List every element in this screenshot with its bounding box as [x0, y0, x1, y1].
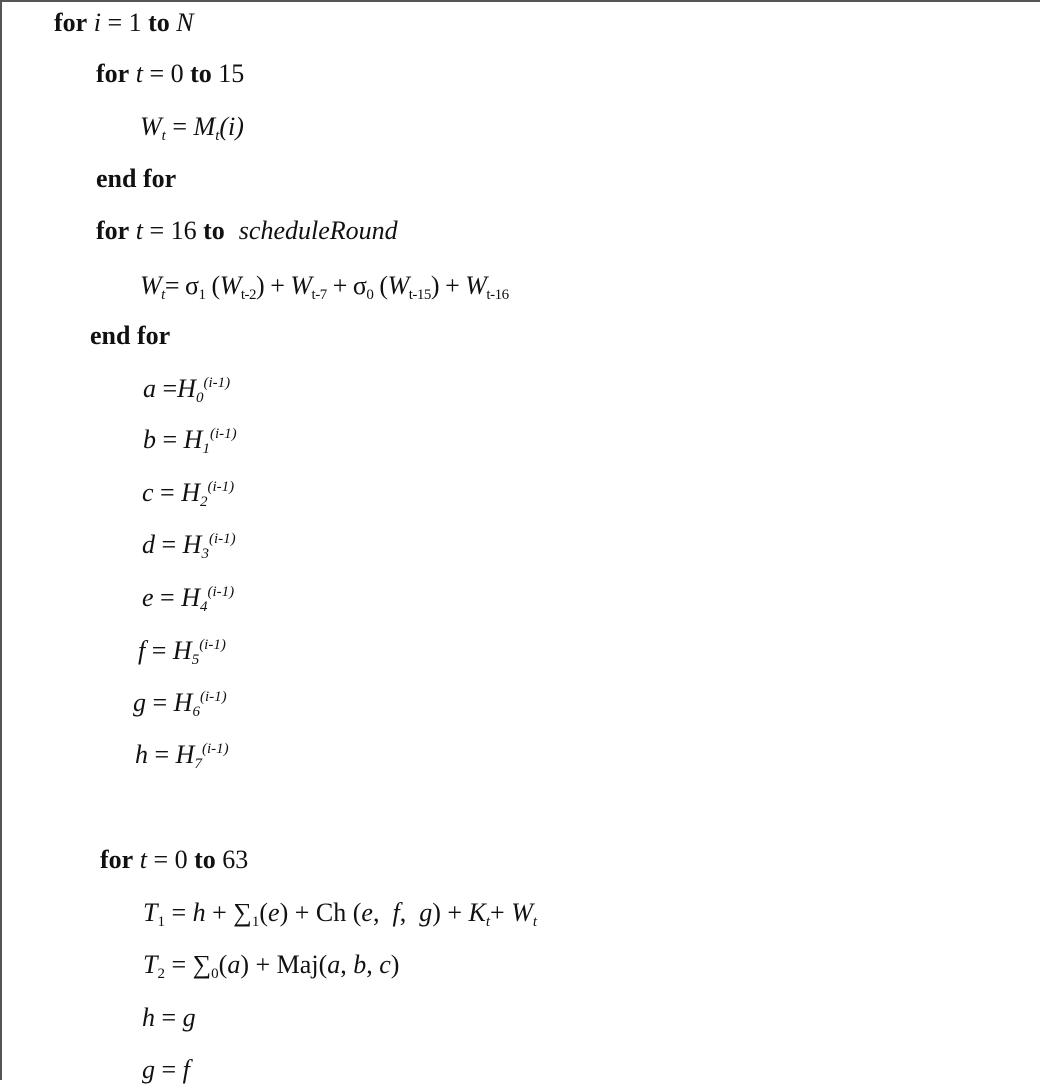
- rhs-sub: t: [215, 128, 220, 144]
- sup: (i-1): [199, 689, 227, 705]
- end-for-2: end for: [90, 321, 171, 350]
- sup: (i-1): [199, 637, 226, 653]
- init-h: $h = H_7^{(i-1)}$: [135, 740, 229, 772]
- keyword-for: for: [96, 59, 130, 88]
- var: b: [143, 425, 156, 454]
- var: a: [143, 374, 156, 403]
- var: e: [142, 583, 154, 612]
- loop-variable: t: [139, 845, 147, 874]
- loop-variable: t: [135, 216, 143, 245]
- t1-assignment: $T_1 = h + \sum_1(e) + Ch$ (e, f, $g) + K_t+ W_t$: [143, 898, 538, 930]
- sub: 7: [194, 756, 202, 772]
- update-rhs: g: [182, 1003, 196, 1032]
- w-term: W: [219, 271, 241, 300]
- lhs-sub: t: [161, 128, 166, 144]
- sup: (i-1): [203, 375, 231, 391]
- h: H: [181, 478, 200, 507]
- sub: 6: [192, 704, 200, 720]
- sup: (i-1): [201, 741, 229, 757]
- loop-variable: i: [93, 8, 101, 37]
- schedule-loop-header: [96, 216, 398, 246]
- h: H: [173, 688, 193, 717]
- rhs-arg: (i): [219, 112, 244, 141]
- t2-assignment: $T_2 = \sum_0(a) + Maj(a$, b, c): [143, 950, 400, 982]
- outer-loop-header: [54, 8, 194, 38]
- w-sub: t-15: [408, 287, 431, 303]
- ch-function: Ch: [315, 898, 347, 927]
- w-term: W: [290, 271, 312, 300]
- t1-lhs: T: [143, 898, 158, 927]
- init-d: $d = H_3^{(i-1)}$: [142, 530, 236, 562]
- t2-lhs: T: [143, 950, 158, 979]
- loop-start: = 16: [142, 216, 204, 245]
- init-a: $a =H_0^{(i-1)}$: [143, 374, 231, 406]
- init-f: $f = H_5^{(i-1)}$: [138, 636, 226, 668]
- loop-limit: 15: [211, 59, 245, 88]
- sigma0-sub: 0: [366, 287, 374, 303]
- h: H: [182, 530, 202, 559]
- var: h: [135, 740, 148, 769]
- sub: 2: [200, 494, 208, 510]
- sub: 0: [195, 390, 204, 406]
- lhs: W: [140, 271, 162, 300]
- h: H: [175, 740, 195, 769]
- loop-start: = 0: [142, 59, 191, 88]
- init-g: $g = H_6^{(i-1)}$: [133, 688, 227, 720]
- message-loop-header: [96, 59, 244, 89]
- sup: (i-1): [208, 531, 236, 547]
- sup: (i-1): [209, 426, 237, 442]
- end-for-1: end for: [96, 164, 177, 193]
- init-c: $c = H_2^{(i-1)}$: [142, 478, 235, 510]
- var: d: [142, 530, 155, 559]
- sub: 4: [200, 599, 208, 615]
- var: g: [133, 688, 146, 717]
- w-term: W: [387, 271, 409, 300]
- sub: 5: [191, 652, 200, 668]
- keyword-to: to: [203, 216, 225, 245]
- h: H: [172, 636, 192, 665]
- lhs: W: [140, 112, 162, 141]
- sub: 1: [202, 441, 210, 457]
- sigma1: σ: [185, 271, 199, 300]
- update-lhs: h: [142, 1003, 155, 1032]
- loop-limit: 63: [215, 845, 249, 874]
- var: c: [142, 478, 154, 507]
- init-e: $e = H_4^{(i-1)}$: [142, 583, 235, 615]
- update-lhs: g: [142, 1055, 155, 1084]
- init-b: $b = H_1^{(i-1)}$: [143, 425, 237, 457]
- update-rhs: f: [182, 1055, 190, 1084]
- keyword-to: to: [194, 845, 216, 874]
- loop-limit: scheduleRound: [238, 216, 398, 245]
- lhs-sub: t: [161, 287, 165, 303]
- loop-start: = 0: [146, 845, 195, 874]
- update-h: h = g: [142, 1003, 196, 1032]
- keyword-to: to: [148, 8, 170, 37]
- sigma1-sub: 1: [198, 287, 206, 303]
- rhs: M: [193, 112, 216, 141]
- keyword-for: for: [100, 845, 134, 874]
- sub: 3: [201, 546, 209, 562]
- var: f: [138, 636, 146, 665]
- schedule-assignment: $W_t= \sigma_1$ $(W_{t-2}) + W_{t-7} + \sigma_0$ $(W_{t-15}) + W_{t-16}$: [140, 271, 509, 303]
- message-assignment: [140, 112, 244, 142]
- sigma0: σ: [352, 271, 367, 300]
- h: H: [177, 374, 196, 403]
- w-sub: t-7: [311, 287, 327, 303]
- round-loop-header: [100, 845, 248, 875]
- keyword-to: to: [190, 59, 212, 88]
- t1-sub: 1: [157, 914, 165, 930]
- sup: (i-1): [207, 479, 235, 495]
- t2-sub: 2: [157, 966, 165, 982]
- w-sub: t-16: [486, 287, 509, 303]
- w-term: W: [465, 271, 487, 300]
- loop-limit: N: [176, 8, 194, 37]
- update-g: g = f: [142, 1055, 190, 1084]
- loop-variable: t: [135, 59, 143, 88]
- h: H: [181, 583, 200, 612]
- keyword-for: for: [54, 8, 88, 37]
- loop-start: = 1: [100, 8, 149, 37]
- w-sub: t-2: [240, 287, 257, 303]
- keyword-for: for: [96, 216, 130, 245]
- maj-function: Maj: [276, 950, 319, 979]
- h: H: [183, 425, 203, 454]
- equals: =: [165, 112, 194, 141]
- sup: (i-1): [207, 584, 235, 600]
